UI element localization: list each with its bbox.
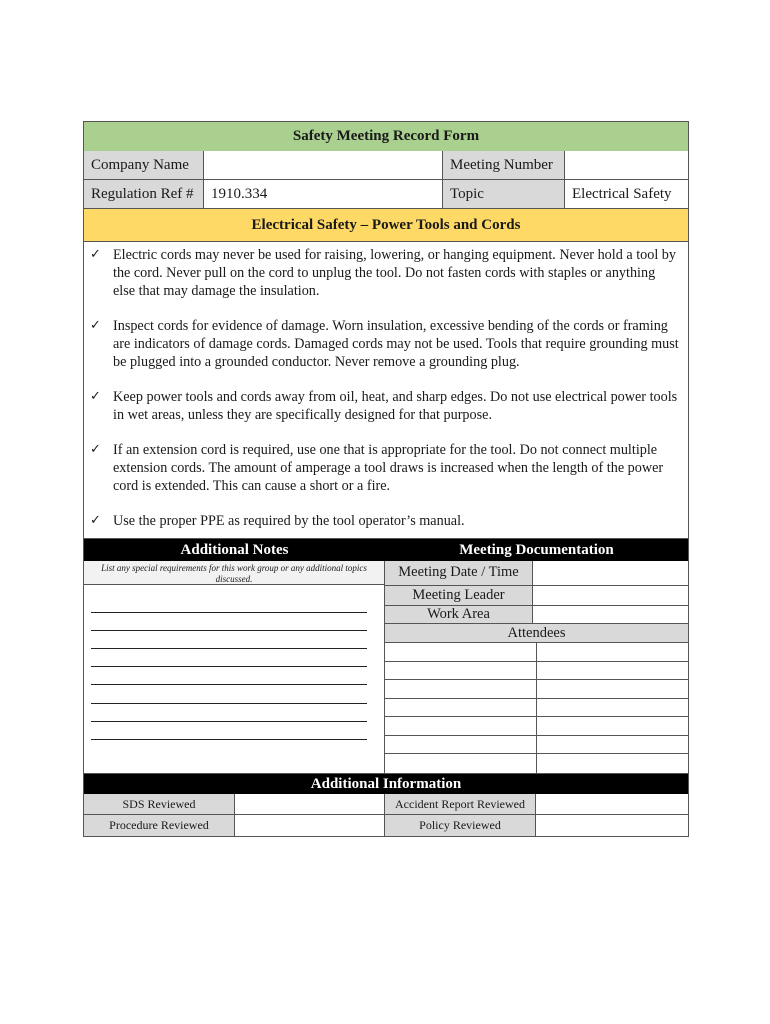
meeting-leader-row — [385, 586, 688, 606]
regulation-row — [84, 180, 688, 209]
notes-lines[interactable] — [84, 585, 384, 740]
attendee-field[interactable] — [537, 736, 688, 754]
check-icon: ✓ — [90, 513, 101, 528]
attendee-field[interactable] — [385, 699, 537, 717]
regulation-label: Regulation Ref # — [84, 180, 204, 208]
check-icon: ✓ — [90, 247, 101, 262]
attendee-row — [385, 680, 688, 699]
note-line[interactable] — [91, 722, 367, 740]
check-icon: ✓ — [90, 389, 101, 404]
note-line[interactable] — [91, 649, 367, 667]
attendee-row — [385, 662, 688, 681]
attendee-row — [385, 643, 688, 662]
meeting-documentation-panel — [385, 561, 688, 773]
sds-reviewed-field[interactable] — [235, 794, 385, 814]
company-name-label: Company Name — [84, 151, 204, 179]
additional-info-row — [84, 815, 688, 836]
attendee-field[interactable] — [537, 643, 688, 661]
topic-label: Topic — [443, 180, 565, 208]
attendee-field[interactable] — [385, 717, 537, 735]
meeting-leader-field[interactable] — [533, 586, 688, 605]
regulation-field[interactable]: 1910.334 — [204, 180, 443, 208]
attendee-field[interactable] — [385, 680, 537, 698]
additional-information-heading: Additional Information — [84, 774, 688, 794]
safety-rules-list — [84, 242, 688, 539]
note-line[interactable] — [91, 685, 367, 703]
check-icon: ✓ — [90, 442, 101, 457]
attendee-field[interactable] — [385, 754, 537, 773]
rule-text: If an extension cord is required, use one that is appropriate for the tool. Do not connect multiple extension cords. The amount of amperage a tool draws is increased when the length of the power cord is extended. This can cause a short or a fire. — [113, 442, 664, 494]
sds-reviewed-label: SDS Reviewed — [84, 794, 235, 814]
rule-item — [90, 388, 680, 424]
attendee-field[interactable] — [385, 736, 537, 754]
attendee-field[interactable] — [537, 680, 688, 698]
notes-and-documentation — [84, 561, 688, 774]
attendee-row — [385, 717, 688, 736]
accident-report-reviewed-field[interactable] — [536, 794, 688, 814]
additional-notes-heading: Additional Notes — [180, 541, 289, 558]
attendees-heading: Attendees — [385, 624, 688, 643]
accident-report-reviewed-label: Accident Report Reviewed — [385, 794, 536, 814]
meeting-date-row — [385, 561, 688, 586]
attendee-field[interactable] — [537, 754, 688, 773]
rule-item — [90, 512, 680, 530]
note-line[interactable] — [91, 631, 367, 649]
procedure-reviewed-field[interactable] — [235, 815, 385, 836]
work-area-label: Work Area — [385, 606, 533, 624]
attendee-field[interactable] — [537, 662, 688, 680]
company-name-field[interactable] — [204, 151, 443, 179]
rule-item — [90, 317, 680, 371]
topic-field[interactable]: Electrical Safety — [572, 185, 672, 202]
attendee-field[interactable] — [537, 699, 688, 717]
work-area-row — [385, 606, 688, 625]
policy-reviewed-field[interactable] — [536, 815, 688, 836]
policy-reviewed-label: Policy Reviewed — [385, 815, 536, 836]
meeting-number-field[interactable] — [565, 151, 688, 179]
attendee-row — [385, 736, 688, 755]
meeting-number-label: Meeting Number — [443, 151, 565, 179]
notes-hint: List any special requirements for this work group or any additional topics discussed. — [84, 561, 384, 585]
rule-text: Inspect cords for evidence of damage. Worn insulation, excessive bending of the cords or framing are indicators of damage cords. Damaged cords may not be used. Tools that require grounding must be plugged into a grounded conductor. Never remove a grounding plug. — [113, 318, 679, 370]
note-line[interactable] — [91, 595, 367, 613]
meeting-documentation-heading: Meeting Documentation — [459, 541, 614, 558]
form-title: Safety Meeting Record Form — [84, 122, 688, 151]
meeting-leader-label: Meeting Leader — [385, 586, 533, 605]
rule-text: Keep power tools and cords away from oil, heat, and sharp edges. Do not use electrical power tools in wet areas, unless they are specifically designed for that purpose. — [113, 389, 678, 423]
check-icon: ✓ — [90, 318, 101, 333]
additional-information-table — [84, 794, 688, 836]
rule-item — [90, 246, 680, 300]
attendee-field[interactable] — [385, 643, 537, 661]
attendee-field[interactable] — [537, 717, 688, 735]
procedure-reviewed-label: Procedure Reviewed — [84, 815, 235, 836]
meeting-date-field[interactable] — [533, 561, 688, 585]
rule-text: Electric cords may never be used for raising, lowering, or hanging equipment. Never hold a tool by the cord. Never pull on the cord to unplug the tool. Do not fasten cords with staples or anything else that may damage the insulation. — [113, 247, 676, 299]
section-title: Electrical Safety – Power Tools and Cords — [84, 209, 688, 242]
note-line[interactable] — [91, 704, 367, 722]
additional-notes-panel — [84, 561, 385, 773]
notes-docs-header — [84, 539, 688, 561]
note-line[interactable] — [91, 613, 367, 631]
work-area-field[interactable] — [533, 606, 688, 624]
rule-item — [90, 441, 680, 495]
company-row — [84, 151, 688, 180]
rule-text: Use the proper PPE as required by the tool operator’s manual. — [113, 513, 465, 529]
attendee-field[interactable] — [385, 662, 537, 680]
additional-info-row — [84, 794, 688, 815]
attendee-row — [385, 699, 688, 718]
note-line[interactable] — [91, 667, 367, 685]
meeting-date-label: Meeting Date / Time — [385, 561, 533, 585]
attendee-row — [385, 754, 688, 773]
safety-meeting-form — [83, 121, 689, 837]
